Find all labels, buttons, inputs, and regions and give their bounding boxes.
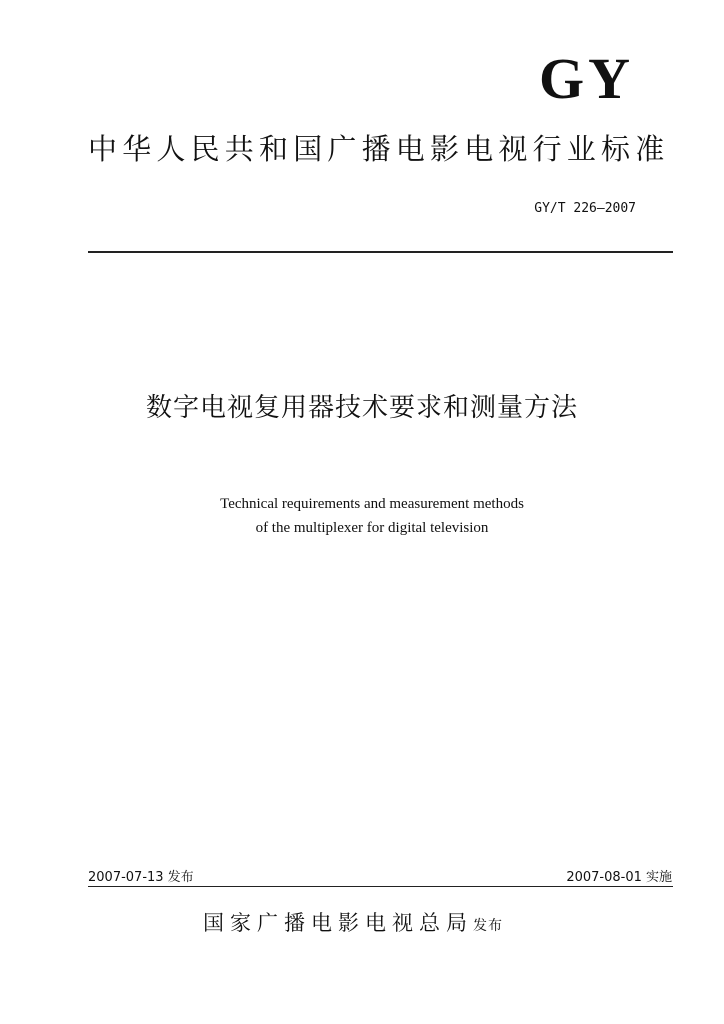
footer-divider	[88, 886, 673, 887]
issue-date: 2007-07-13 发布	[88, 870, 194, 885]
header-divider	[88, 251, 673, 253]
issuer-suffix: 发布	[473, 918, 503, 934]
standard-logo: GY	[539, 46, 634, 111]
english-title-line-2: of the multiplexer for digital television	[255, 520, 489, 536]
implementation-date: 2007-08-01 实施	[566, 870, 672, 885]
document-title-chinese: 数字电视复用器技术要求和测量方法	[145, 393, 578, 423]
issuing-authority	[203, 907, 503, 937]
document-title-english	[0, 492, 724, 540]
standard-number: GY/T 226—2007	[534, 201, 636, 216]
issuer-name: 国家广播电影电视总局	[203, 911, 473, 935]
standard-category-title: 中华人民共和国广播电影电视行业标准	[88, 132, 670, 166]
english-title-line-1: Technical requirements and measurement methods	[220, 496, 524, 512]
